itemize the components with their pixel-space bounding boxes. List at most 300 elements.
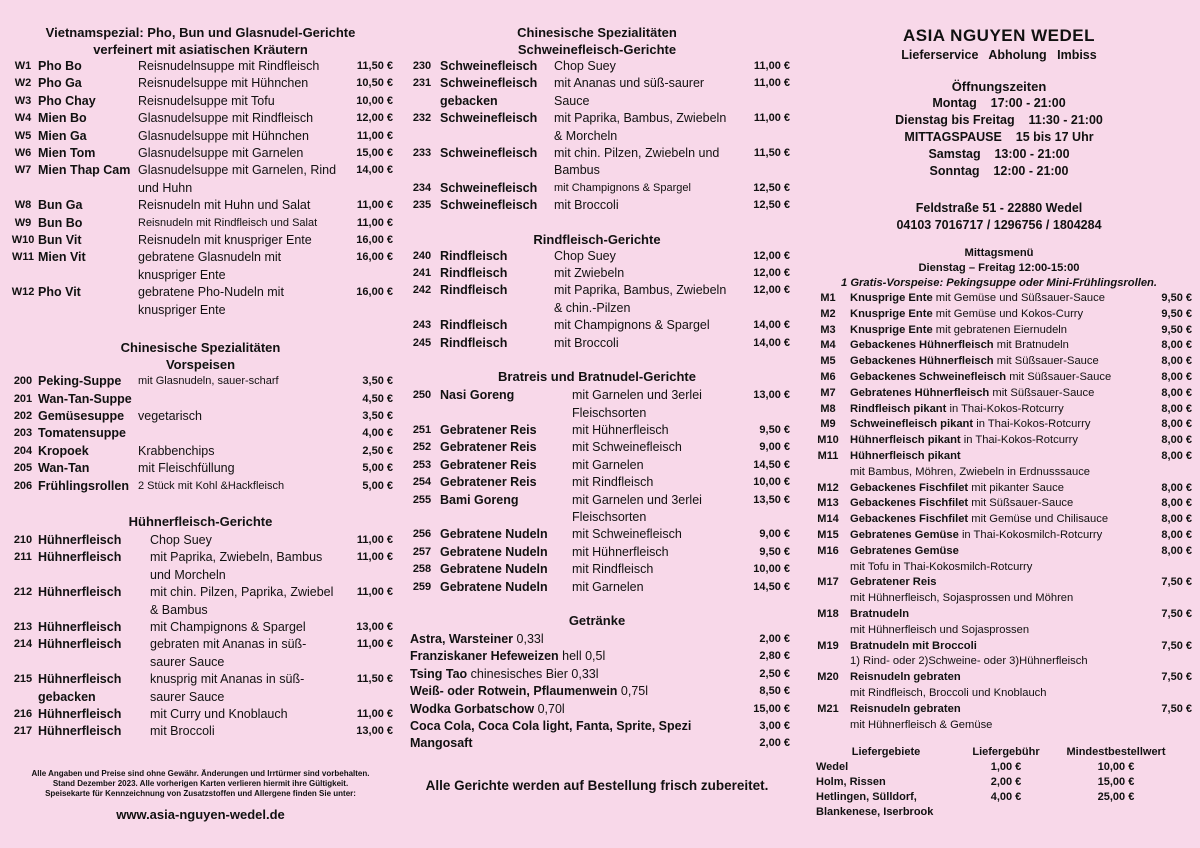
lunch-item[interactable] bbox=[806, 481, 1192, 497]
lunch-item-row bbox=[806, 449, 1192, 465]
menu-item[interactable] bbox=[8, 408, 393, 425]
item-number: 259 bbox=[412, 580, 432, 593]
delivery-area: Wedel bbox=[816, 761, 849, 774]
item-number: W1 bbox=[14, 60, 32, 72]
item-description: mit Hühnerfleisch bbox=[572, 422, 669, 437]
lunch-price: 8,00 € bbox=[1161, 386, 1192, 399]
item-number: W10 bbox=[11, 234, 35, 247]
item-number: 241 bbox=[412, 267, 432, 280]
item-description: Reisnudelsuppe mit Hühnchen bbox=[138, 76, 309, 91]
item-description: Reisnudeln mit Rindfleisch und Salat bbox=[138, 216, 318, 229]
restaurant-name: ASIA NGUYEN WEDEL bbox=[902, 26, 1096, 45]
lunch-item[interactable] bbox=[806, 702, 1192, 734]
menu-item[interactable] bbox=[8, 584, 393, 619]
fried-rice-list bbox=[404, 387, 790, 596]
lunch-name: Knusprige Ente bbox=[850, 292, 933, 304]
menu-item[interactable] bbox=[8, 284, 393, 319]
lunch-text bbox=[850, 449, 1148, 465]
item-description: Chop Suey bbox=[554, 59, 616, 73]
item-number: 215 bbox=[13, 673, 33, 686]
lunch-item[interactable] bbox=[806, 338, 1192, 354]
menu-item[interactable] bbox=[8, 249, 393, 284]
lunch-price: 9,50 € bbox=[1161, 307, 1192, 320]
lunch-item-row bbox=[806, 417, 1192, 433]
delivery-area: Hetlingen, Sülldorf, Blankenese, Iserbrook bbox=[816, 791, 934, 819]
lunch-text bbox=[850, 607, 1148, 623]
drink-text bbox=[410, 666, 730, 683]
menu-item[interactable] bbox=[8, 460, 393, 477]
item-number: 213 bbox=[13, 620, 33, 633]
item-name: Hühnerfleisch bbox=[38, 707, 122, 721]
drink-size: 0,70l bbox=[537, 701, 565, 716]
item-name: Bun Ga bbox=[38, 198, 83, 213]
menu-item[interactable] bbox=[8, 110, 393, 127]
item-name: Gebratener Reis bbox=[440, 457, 537, 472]
drink-item[interactable] bbox=[404, 648, 790, 665]
lunch-text bbox=[850, 670, 1148, 686]
menu-column-right bbox=[806, 0, 1192, 820]
item-price: 13,50 € bbox=[753, 493, 790, 506]
drink-text bbox=[410, 718, 730, 735]
item-price: 14,00 € bbox=[753, 336, 790, 349]
item-number: 205 bbox=[13, 462, 33, 475]
menu-item[interactable] bbox=[404, 526, 790, 543]
lunch-price: 8,00 € bbox=[1161, 481, 1192, 494]
item-description: Reisnudeln mit Huhn und Salat bbox=[138, 198, 311, 213]
item-name: Mien Vit bbox=[38, 250, 86, 265]
lunch-price: 8,00 € bbox=[1161, 434, 1192, 447]
lunch-item[interactable] bbox=[806, 607, 1192, 639]
lunch-description: mit Bratnudeln bbox=[996, 339, 1069, 352]
item-number: 211 bbox=[14, 551, 32, 564]
drink-item[interactable] bbox=[404, 631, 790, 648]
item-description bbox=[138, 425, 339, 442]
menu-item[interactable] bbox=[404, 561, 790, 578]
lunch-name: Reisnudeln gebraten bbox=[850, 702, 961, 715]
delivery-area: Holm, Rissen bbox=[816, 776, 886, 789]
drink-price: 3,00 € bbox=[759, 720, 790, 732]
lunch-price: 7,50 € bbox=[1161, 576, 1192, 589]
menu-item[interactable] bbox=[8, 145, 393, 162]
item-price: 14,00 € bbox=[753, 319, 790, 332]
lunch-text bbox=[850, 307, 1148, 323]
lunch-sub-description: mit Hühnerfleisch und Sojasprossen bbox=[850, 623, 1030, 636]
menu-item[interactable] bbox=[8, 391, 393, 408]
drink-item[interactable] bbox=[404, 718, 790, 735]
item-price: 11,50 € bbox=[356, 673, 393, 686]
item-name: Schweinefleisch bbox=[440, 198, 538, 213]
menu-item[interactable] bbox=[8, 532, 393, 549]
lunch-number: M2 bbox=[820, 307, 836, 320]
item-price: 16,00 € bbox=[356, 286, 393, 299]
item-price: 11,00 € bbox=[753, 112, 790, 125]
item-number: 256 bbox=[412, 528, 432, 541]
lunch-name: Gebratenes Gemüse bbox=[850, 544, 959, 557]
menu-item[interactable] bbox=[8, 549, 393, 584]
menu-item[interactable] bbox=[8, 443, 393, 460]
lunch-name: Hühnerfleisch pikant bbox=[850, 449, 961, 462]
lunch-item[interactable] bbox=[806, 291, 1192, 307]
item-description: mit Broccoli bbox=[150, 724, 215, 739]
item-price: 11,00 € bbox=[356, 533, 393, 546]
lunch-item-row bbox=[806, 338, 1192, 354]
item-name: Schweinefleisch bbox=[440, 146, 538, 161]
item-number: 230 bbox=[412, 60, 432, 72]
lunch-item-row bbox=[806, 512, 1192, 528]
item-price: 12,00 € bbox=[753, 267, 790, 280]
menu-item[interactable] bbox=[8, 93, 393, 110]
lunch-item-row bbox=[806, 307, 1192, 323]
menu-item[interactable] bbox=[8, 425, 393, 442]
item-name: Wan-Tan bbox=[38, 461, 90, 476]
vietnam-section-subtitle: verfeinert mit asiatischen Kräutern bbox=[93, 42, 308, 57]
lunch-text bbox=[850, 702, 1148, 718]
drink-item[interactable] bbox=[404, 683, 790, 700]
lunch-item[interactable] bbox=[806, 307, 1192, 323]
item-name: Pho Ga bbox=[38, 76, 82, 91]
menu-item[interactable] bbox=[8, 75, 393, 92]
menu-item[interactable] bbox=[404, 197, 790, 214]
item-name: Hühnerfleisch bbox=[38, 550, 122, 565]
item-name: Tomatensuppe bbox=[38, 426, 126, 441]
item-description: mit Champignons & Spargel bbox=[554, 318, 710, 333]
item-description: mit Schweinefleisch bbox=[572, 440, 682, 455]
item-price: 14,00 € bbox=[356, 164, 393, 177]
menu-item[interactable] bbox=[8, 671, 393, 706]
menu-item[interactable] bbox=[404, 474, 790, 491]
item-number: 240 bbox=[412, 249, 432, 262]
lunch-item[interactable] bbox=[806, 323, 1192, 339]
menu-item[interactable] bbox=[404, 422, 790, 439]
menu-item[interactable] bbox=[404, 439, 790, 456]
item-name: Bun Bo bbox=[38, 215, 83, 230]
item-number: W5 bbox=[14, 129, 32, 142]
lunch-item[interactable] bbox=[806, 496, 1192, 512]
lunch-price: 8,00 € bbox=[1161, 418, 1192, 431]
item-number: 232 bbox=[412, 112, 432, 125]
item-description: mit Broccoli bbox=[554, 198, 619, 213]
lunch-number: M14 bbox=[817, 513, 839, 526]
delivery-fee: 1,00 € bbox=[990, 761, 1022, 774]
menu-item[interactable] bbox=[8, 723, 393, 740]
lunch-name: Knusprige Ente bbox=[850, 307, 933, 320]
item-number: 243 bbox=[412, 319, 432, 332]
item-name: Mien Thap Cam bbox=[38, 163, 131, 178]
item-name: Hühnerfleisch bbox=[38, 619, 122, 634]
lunch-number: M18 bbox=[817, 607, 839, 620]
lunch-item[interactable] bbox=[806, 402, 1192, 418]
item-number: 254 bbox=[412, 476, 432, 489]
vietnam-list bbox=[8, 58, 393, 319]
drinks-section-title: Getränke bbox=[568, 612, 626, 628]
item-price: 13,00 € bbox=[753, 389, 790, 402]
item-price: 10,00 € bbox=[356, 94, 393, 107]
drink-text bbox=[410, 648, 730, 665]
menu-item[interactable] bbox=[404, 579, 790, 596]
item-description: Glasnudelsuppe mit Garnelen, Rind und Huhn bbox=[138, 163, 337, 195]
lunch-price: 8,00 € bbox=[1161, 370, 1192, 383]
lunch-description: mit Süßsauer-Sauce bbox=[996, 355, 1099, 368]
item-description: Chop Suey bbox=[150, 532, 212, 547]
lunch-price: 7,50 € bbox=[1161, 702, 1192, 715]
menu-item[interactable] bbox=[8, 478, 393, 495]
lunch-text bbox=[850, 639, 1148, 655]
item-description: Chop Suey bbox=[554, 248, 616, 263]
lunch-description: mit Gemüse und Süßsauer-Sauce bbox=[935, 292, 1105, 304]
item-name: Rindfleisch bbox=[440, 248, 508, 263]
lunch-item-row bbox=[806, 496, 1192, 512]
item-price: 12,50 € bbox=[753, 199, 790, 212]
opening-hours-line: Samstag 13:00 - 21:00 bbox=[928, 147, 1070, 161]
item-number: W9 bbox=[14, 216, 32, 229]
drink-price: 2,00 € bbox=[759, 737, 790, 750]
item-name: Pho Vit bbox=[38, 285, 81, 300]
drink-item[interactable] bbox=[404, 701, 790, 718]
lunch-price: 7,50 € bbox=[1161, 639, 1192, 652]
item-description: mit Curry und Knoblauch bbox=[150, 707, 288, 721]
item-number: 253 bbox=[412, 458, 432, 471]
item-price: 13,00 € bbox=[356, 620, 393, 633]
menu-item[interactable] bbox=[404, 145, 790, 180]
lunch-item[interactable] bbox=[806, 528, 1192, 544]
item-number: 200 bbox=[13, 375, 33, 388]
lunch-item[interactable] bbox=[806, 670, 1192, 702]
item-price: 9,50 € bbox=[759, 423, 790, 436]
lunch-price: 8,00 € bbox=[1161, 513, 1192, 526]
starters-title: Vorspeisen bbox=[165, 357, 236, 373]
item-description: mit Garnelen und 3erlei Fleischsorten bbox=[572, 388, 702, 420]
delivery-row bbox=[816, 790, 1176, 820]
item-description: Krabbenchips bbox=[138, 443, 215, 458]
delivery-minimum: 15,00 € bbox=[1097, 776, 1135, 789]
item-number: 203 bbox=[13, 427, 33, 440]
lunch-item[interactable] bbox=[806, 512, 1192, 528]
menu-item[interactable] bbox=[8, 128, 393, 145]
item-price: 12,50 € bbox=[753, 181, 790, 194]
menu-item[interactable] bbox=[404, 317, 790, 334]
lunch-number: M12 bbox=[817, 481, 839, 494]
lunch-item-row bbox=[806, 433, 1192, 449]
menu-item[interactable] bbox=[8, 215, 393, 232]
menu-item[interactable] bbox=[8, 162, 393, 197]
lunch-menu-title: Mittagsmenü bbox=[964, 247, 1034, 259]
drinks-list bbox=[404, 631, 790, 753]
item-price: 5,00 € bbox=[362, 479, 393, 492]
item-price: 9,00 € bbox=[759, 528, 790, 541]
menu-item[interactable] bbox=[8, 706, 393, 723]
menu-item[interactable] bbox=[8, 232, 393, 249]
lunch-price: 8,00 € bbox=[1161, 339, 1192, 352]
item-number: 235 bbox=[412, 199, 432, 212]
menu-item[interactable] bbox=[404, 335, 790, 352]
drink-size: chinesisches Bier 0,33l bbox=[470, 666, 599, 681]
drink-name: Tsing Tao bbox=[410, 666, 468, 681]
drink-price: 15,00 € bbox=[753, 702, 790, 715]
item-description: mit Garnelen bbox=[572, 579, 644, 594]
item-description: Glasnudelsuppe mit Rindfleisch bbox=[138, 111, 314, 126]
item-description: mit Hühnerfleisch bbox=[572, 544, 669, 559]
opening-hours-list bbox=[806, 95, 1192, 180]
lunch-item[interactable] bbox=[806, 386, 1192, 402]
lunch-menu-days: Dienstag – Freitag 12:00-15:00 bbox=[918, 262, 1080, 274]
lunch-sub-description: mit Hühnerfleisch, Sojasprossen und Möhren bbox=[850, 592, 1074, 605]
menu-item[interactable] bbox=[404, 58, 790, 75]
drink-text bbox=[410, 701, 730, 718]
opening-hours-title: Öffnungszeiten bbox=[951, 79, 1047, 94]
item-name: Schweinefleisch bbox=[440, 59, 538, 73]
item-description: Reisnudelnsuppe mit Rindfleisch bbox=[138, 59, 320, 73]
item-description: mit Zwiebeln bbox=[554, 266, 625, 281]
delivery-fee: 4,00 € bbox=[990, 791, 1022, 804]
item-name: Kropoek bbox=[38, 443, 89, 458]
item-description: mit Ananas und süß-saurer Sauce bbox=[554, 76, 705, 108]
lunch-item[interactable] bbox=[806, 370, 1192, 386]
lunch-item[interactable] bbox=[806, 575, 1192, 607]
lunch-price: 8,00 € bbox=[1161, 355, 1192, 368]
menu-item[interactable] bbox=[8, 373, 393, 390]
item-description: mit Champignons & Spargel bbox=[554, 181, 691, 194]
menu-item[interactable] bbox=[404, 248, 790, 265]
item-name: Gebratene Nudeln bbox=[440, 544, 548, 559]
lunch-item[interactable] bbox=[806, 417, 1192, 433]
menu-item[interactable] bbox=[8, 619, 393, 636]
menu-item[interactable] bbox=[8, 197, 393, 214]
lunch-number: M4 bbox=[820, 339, 836, 352]
lunch-price: 7,50 € bbox=[1161, 671, 1192, 684]
item-number: 204 bbox=[13, 444, 33, 457]
lunch-text bbox=[850, 338, 1148, 354]
item-name: Schweinefleisch gebacken bbox=[440, 76, 538, 108]
drink-item[interactable] bbox=[404, 666, 790, 683]
lunch-name: Rindfleisch pikant bbox=[850, 402, 947, 415]
item-description: gebratene Pho-Nudeln mit knuspriger Ente bbox=[138, 285, 284, 317]
lunch-item[interactable] bbox=[806, 354, 1192, 370]
item-description: mit Glasnudeln, sauer-scharf bbox=[138, 375, 279, 388]
item-description: gebraten mit Ananas in süß-saurer Sauce bbox=[150, 637, 307, 669]
item-description: mit chin. Pilzen, Paprika, Zwiebel & Bambus bbox=[150, 585, 334, 617]
menu-item[interactable] bbox=[404, 457, 790, 474]
lunch-number: M21 bbox=[817, 702, 839, 715]
lunch-sub-description: mit Rindfleisch, Broccoli und Knoblauch bbox=[850, 686, 1047, 699]
lunch-item[interactable] bbox=[806, 544, 1192, 576]
item-price: 15,00 € bbox=[356, 147, 393, 160]
menu-item[interactable] bbox=[404, 110, 790, 145]
item-number: 251 bbox=[412, 423, 432, 436]
lunch-number: M17 bbox=[817, 576, 839, 589]
lunch-item-row bbox=[806, 544, 1192, 560]
lunch-text bbox=[850, 417, 1148, 433]
menu-item[interactable] bbox=[404, 544, 790, 561]
item-price: 4,00 € bbox=[362, 427, 393, 440]
disclaimer-line-1: Alle Angaben und Preise sind ohne Gewähr. Änderungen und Irrtürmer sind vorbehalten. bbox=[31, 768, 370, 778]
lunch-price: 9,50 € bbox=[1161, 292, 1192, 304]
item-number: 214 bbox=[13, 638, 33, 651]
item-name: Mien Ga bbox=[38, 128, 87, 143]
item-description: Glasnudelsuppe mit Hühnchen bbox=[138, 128, 309, 143]
lunch-item-row bbox=[806, 402, 1192, 418]
services-line: Lieferservice Abholung Imbiss bbox=[901, 48, 1097, 62]
menu-item[interactable] bbox=[404, 492, 790, 527]
lunch-description: mit Süßsauer-Sauce bbox=[992, 386, 1095, 399]
item-number: 252 bbox=[412, 441, 432, 454]
item-number: 202 bbox=[13, 409, 33, 422]
lunch-item[interactable] bbox=[806, 639, 1192, 671]
lunch-price: 8,00 € bbox=[1161, 402, 1192, 415]
website-link[interactable]: www.asia-nguyen-wedel.de bbox=[116, 806, 285, 822]
menu-item[interactable] bbox=[404, 282, 790, 317]
drink-price: 8,50 € bbox=[759, 685, 790, 698]
menu-item[interactable] bbox=[8, 636, 393, 671]
lunch-item[interactable] bbox=[806, 449, 1192, 481]
lunch-item-row bbox=[806, 639, 1192, 655]
item-price: 10,00 € bbox=[753, 563, 790, 576]
chicken-list bbox=[8, 532, 393, 741]
item-description bbox=[138, 391, 339, 408]
lunch-text bbox=[850, 291, 1148, 307]
lunch-text bbox=[850, 323, 1148, 339]
lunch-description: in Thai-Kokos-Rotcurry bbox=[963, 434, 1078, 447]
lunch-number: M7 bbox=[820, 386, 836, 399]
menu-item[interactable] bbox=[404, 180, 790, 197]
item-name: Pho Chay bbox=[38, 93, 96, 108]
lunch-description: mit Gemüse und Chilisauce bbox=[971, 513, 1109, 526]
lunch-description: mit Süßsauer-Sauce bbox=[1009, 370, 1112, 383]
item-price: 11,00 € bbox=[356, 216, 393, 229]
lunch-item-row bbox=[806, 481, 1192, 497]
drink-size: hell 0,5l bbox=[562, 649, 606, 664]
lunch-text bbox=[850, 496, 1148, 512]
item-price: 11,00 € bbox=[356, 638, 393, 651]
menu-item[interactable] bbox=[404, 387, 790, 422]
lunch-text bbox=[850, 402, 1148, 418]
menu-item[interactable] bbox=[404, 265, 790, 282]
lunch-number: M20 bbox=[817, 671, 839, 684]
item-description: mit Fleischfüllung bbox=[138, 461, 235, 476]
drink-name: Franziskaner Hefeweizen bbox=[410, 649, 559, 664]
lunch-name: Hühnerfleisch pikant bbox=[850, 434, 961, 447]
lunch-item-row bbox=[806, 670, 1192, 686]
lunch-item-row bbox=[806, 702, 1192, 718]
menu-column-left bbox=[8, 0, 393, 822]
menu-item[interactable] bbox=[404, 75, 790, 110]
item-price: 11,00 € bbox=[753, 77, 790, 90]
item-number: W2 bbox=[14, 77, 32, 90]
item-description: mit Garnelen und 3erlei Fleischsorten bbox=[572, 492, 702, 524]
item-number: 231 bbox=[412, 77, 432, 90]
lunch-number: M15 bbox=[817, 528, 839, 541]
lunch-price: 8,00 € bbox=[1161, 497, 1192, 510]
lunch-number: M9 bbox=[820, 418, 836, 431]
lunch-text bbox=[850, 370, 1148, 386]
lunch-number: M19 bbox=[817, 639, 839, 652]
starters-list bbox=[8, 373, 393, 495]
item-number: 210 bbox=[13, 533, 33, 546]
delivery-minimum: 25,00 € bbox=[1097, 791, 1135, 804]
lunch-item[interactable] bbox=[806, 433, 1192, 449]
lunch-name: Schweinefleisch pikant bbox=[850, 418, 974, 431]
lunch-number: M3 bbox=[820, 323, 836, 336]
drink-text bbox=[410, 683, 730, 700]
menu-item[interactable] bbox=[8, 58, 393, 75]
item-description: mit Broccoli bbox=[554, 335, 619, 350]
lunch-name: Reisnudeln gebraten bbox=[850, 671, 961, 684]
drink-item[interactable] bbox=[404, 735, 790, 752]
item-number: 216 bbox=[13, 708, 33, 720]
item-description: Reisnudeln mit knuspriger Ente bbox=[138, 233, 312, 248]
fried-rice-section-title: Bratreis und Bratnudel-Gerichte bbox=[498, 369, 696, 385]
item-description: mit Paprika, Zwiebeln, Bambus und Morcheln bbox=[150, 550, 323, 582]
item-description: mit Rindfleisch bbox=[572, 562, 654, 577]
